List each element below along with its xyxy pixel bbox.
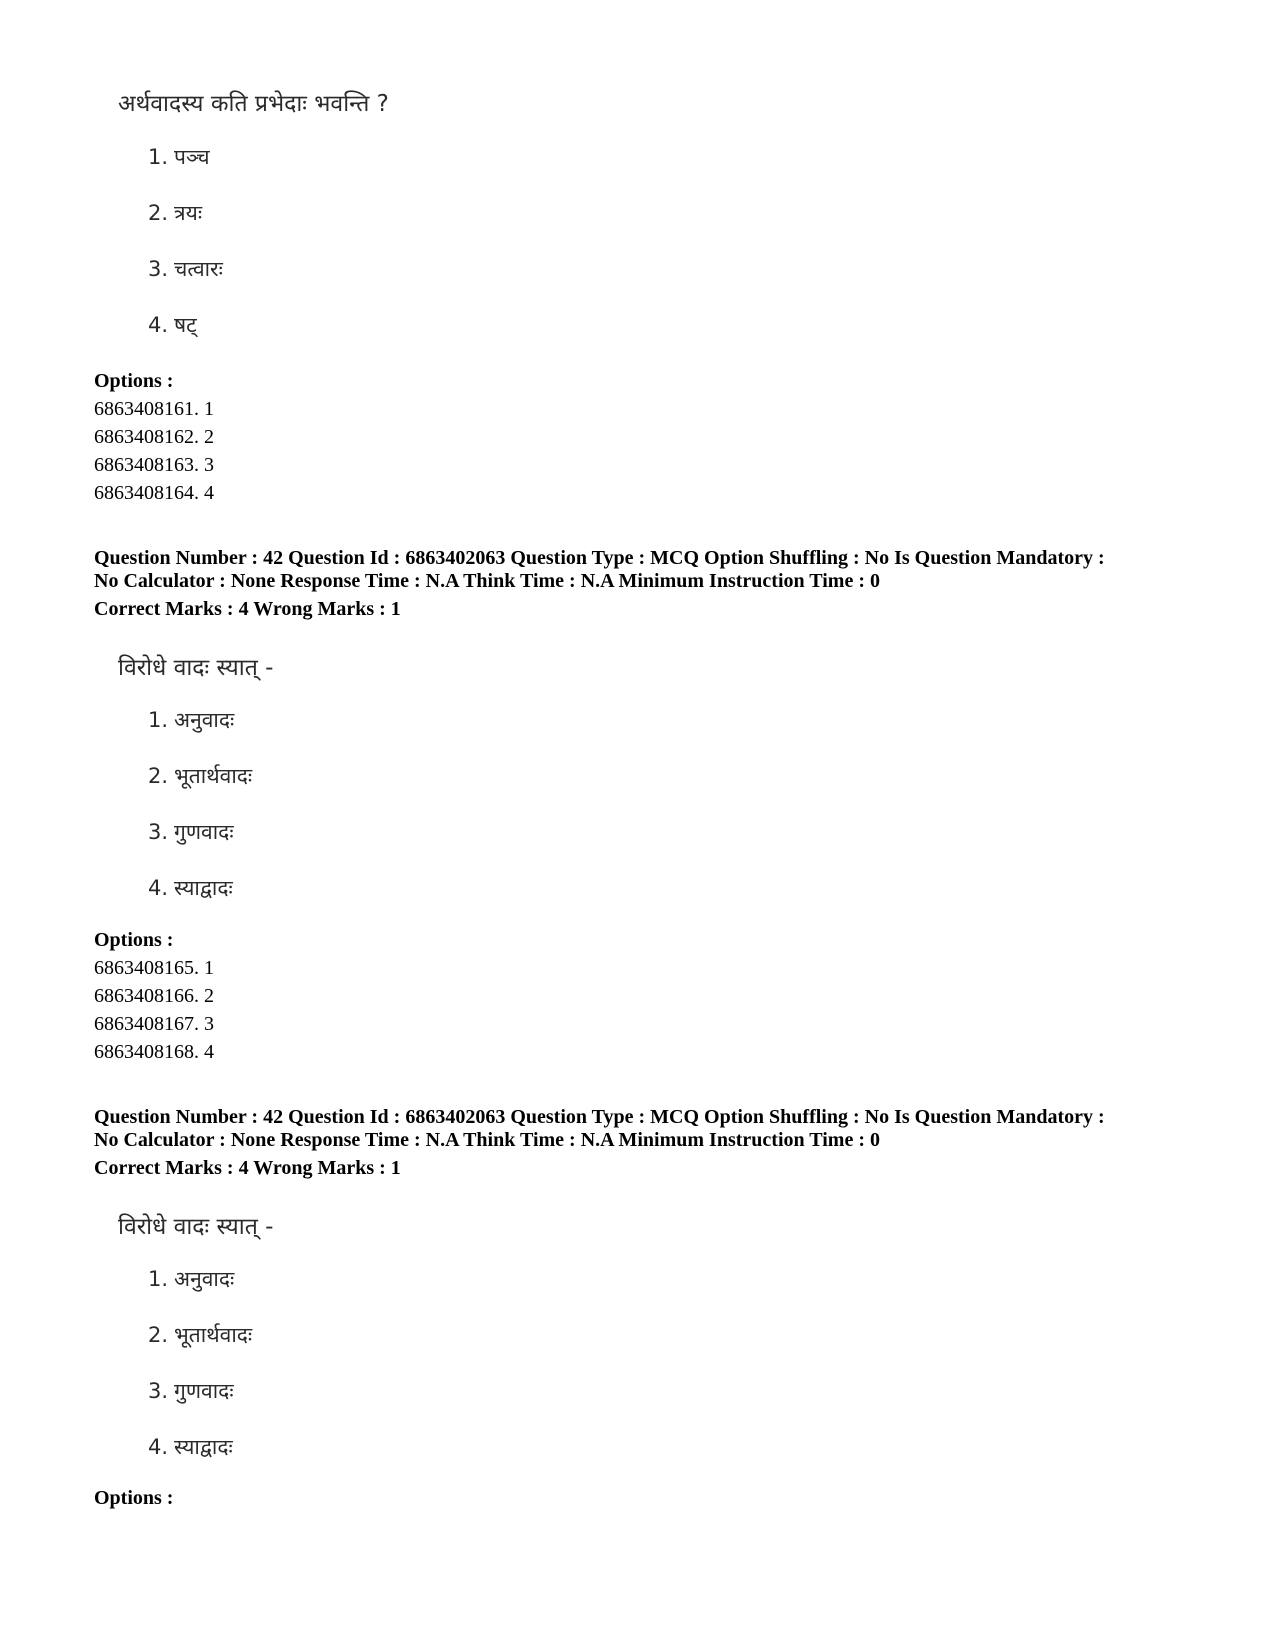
question-meta-line-2: No Calculator : None Response Time : N.A Think Time : N.A Minimum Instruction Time : 0	[94, 1129, 880, 1151]
choice-text: चत्वारः	[174, 257, 223, 281]
choice-3	[148, 1377, 234, 1405]
choice-text: गुणवादः	[174, 820, 234, 844]
choice-number: 1.	[148, 708, 169, 732]
options-heading: Options :	[94, 370, 174, 392]
choice-number: 4.	[148, 876, 169, 900]
options-heading: Options :	[94, 1487, 174, 1509]
options-heading: Options :	[94, 929, 174, 951]
option-line: 6863408162. 2	[94, 426, 214, 448]
choice-3	[148, 255, 223, 283]
choice-number: 4.	[148, 1435, 169, 1459]
question-meta-line-1: Question Number : 42 Question Id : 6863402063 Question Type : MCQ Option Shuffling : No Is Question Mandatory :	[94, 547, 1105, 569]
choice-number: 2.	[148, 1323, 169, 1347]
option-line: 6863408161. 1	[94, 398, 214, 420]
choice-number: 3.	[148, 820, 169, 844]
choice-number: 3.	[148, 257, 169, 281]
choice-number: 2.	[148, 201, 169, 225]
choice-number: 2.	[148, 764, 169, 788]
choice-2	[148, 1321, 252, 1349]
choice-4	[148, 1433, 233, 1461]
choice-1	[148, 143, 210, 171]
choice-text: अनुवादः	[174, 708, 235, 732]
option-line: 6863408165. 1	[94, 957, 214, 979]
choice-1	[148, 706, 234, 734]
choice-2	[148, 762, 252, 790]
choice-text: अनुवादः	[174, 1267, 235, 1291]
question-text: विरोधे वादः स्यात् -	[118, 1214, 274, 1240]
option-line: 6863408168. 4	[94, 1041, 214, 1063]
option-line: 6863408166. 2	[94, 985, 214, 1007]
choice-text: भूतार्थवादः	[174, 1323, 253, 1347]
choice-2	[148, 199, 202, 227]
choice-4	[148, 874, 233, 902]
choice-4	[148, 311, 197, 339]
choice-text: षट्	[174, 313, 197, 337]
question-marks: Correct Marks : 4 Wrong Marks : 1	[94, 1157, 401, 1179]
choice-number: 4.	[148, 313, 169, 337]
choice-number: 1.	[148, 145, 169, 169]
option-line: 6863408163. 3	[94, 454, 214, 476]
question-marks: Correct Marks : 4 Wrong Marks : 1	[94, 598, 401, 620]
option-line: 6863408164. 4	[94, 482, 214, 504]
choice-3	[148, 818, 234, 846]
question-text: अर्थवादस्य कति प्रभेदाः भवन्ति ?	[118, 91, 389, 117]
choice-number: 1.	[148, 1267, 169, 1291]
choice-text: पञ्च	[174, 145, 210, 169]
choice-text: स्याद्वादः	[174, 1435, 233, 1459]
choice-text: गुणवादः	[174, 1379, 234, 1403]
question-text: विरोधे वादः स्यात् -	[118, 655, 274, 681]
choice-text: त्रयः	[174, 201, 203, 225]
question-meta-line-1: Question Number : 42 Question Id : 6863402063 Question Type : MCQ Option Shuffling : No Is Question Mandatory :	[94, 1106, 1105, 1128]
question-meta-line-2: No Calculator : None Response Time : N.A Think Time : N.A Minimum Instruction Time : 0	[94, 570, 880, 592]
option-line: 6863408167. 3	[94, 1013, 214, 1035]
choice-1	[148, 1265, 234, 1293]
choice-text: भूतार्थवादः	[174, 764, 253, 788]
choice-number: 3.	[148, 1379, 169, 1403]
choice-text: स्याद्वादः	[174, 876, 233, 900]
